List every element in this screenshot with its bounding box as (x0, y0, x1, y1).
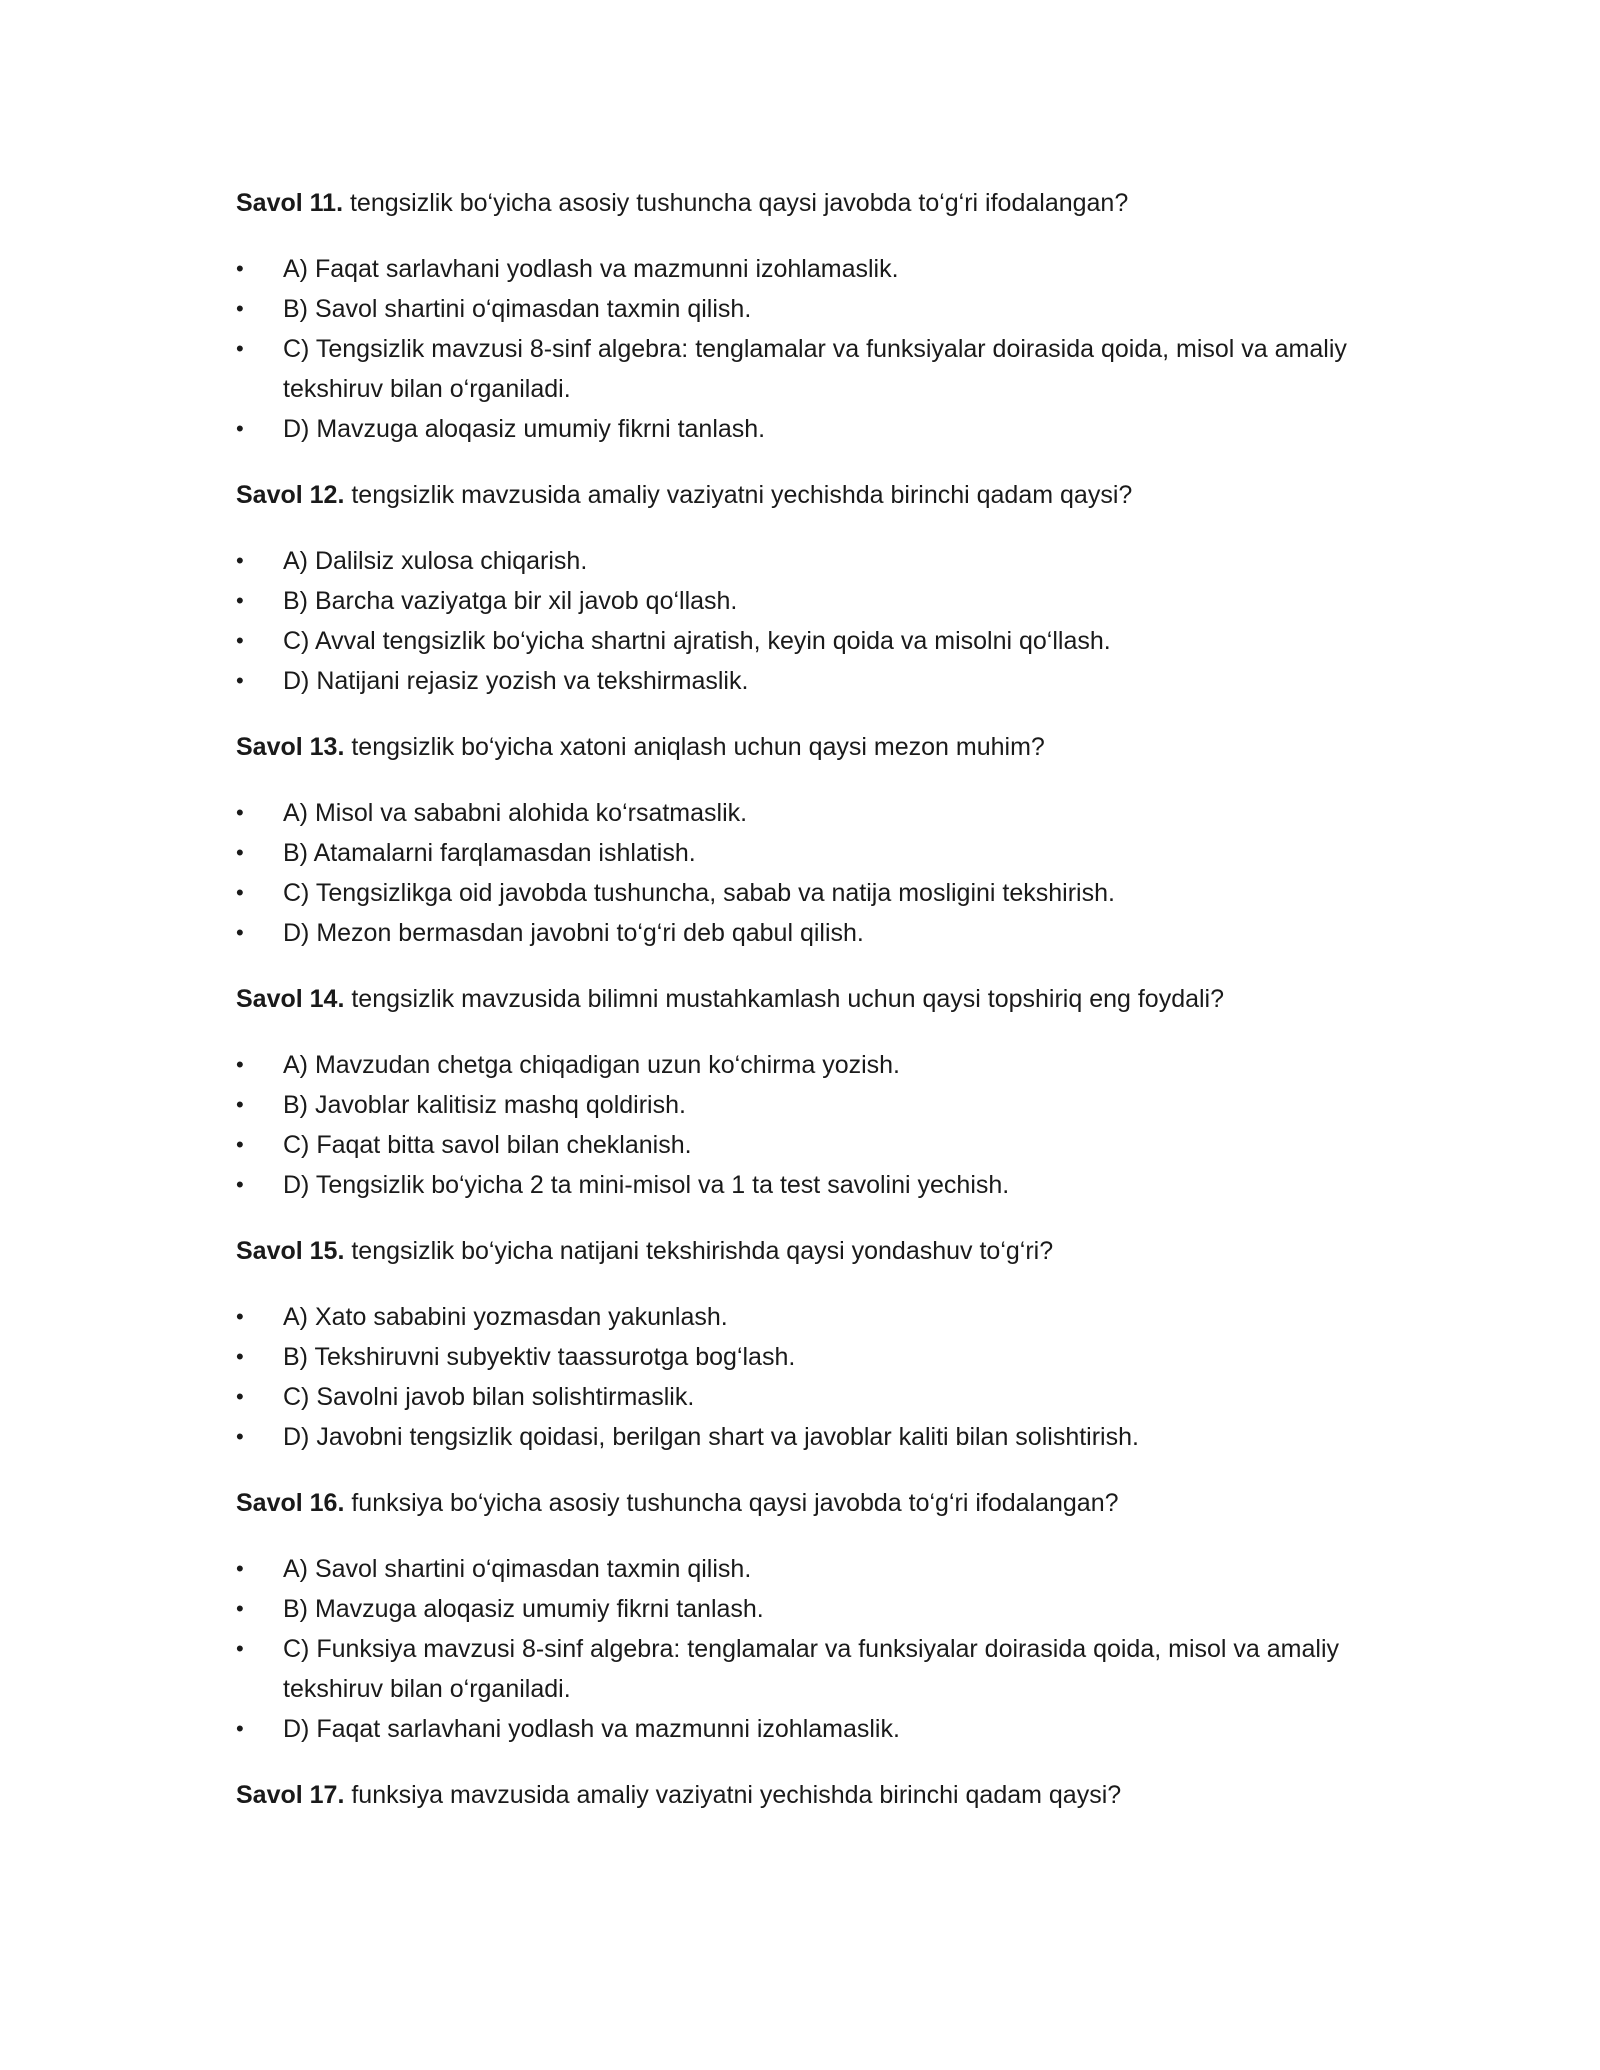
bullet-icon: • (236, 1556, 244, 1581)
question-prompt: tengsizlik bo‘yicha xatoni aniqlash uchun qaysi mezon muhim? (351, 733, 1045, 761)
bullet-icon: • (236, 880, 244, 905)
question-number: Savol 16. (236, 1489, 345, 1517)
bullet-icon: • (236, 588, 244, 613)
question-prompt: tengsizlik mavzusida amaliy vaziyatni yechishda birinchi qadam qaysi? (351, 481, 1133, 509)
answer-option (236, 289, 1373, 329)
bullet-icon: • (236, 1304, 244, 1329)
answer-option (236, 409, 1373, 449)
bullet-icon: • (236, 256, 244, 281)
question-block (236, 1483, 1356, 1749)
bullet-icon: • (236, 1716, 244, 1741)
question-prompt: tengsizlik bo‘yicha asosiy tushuncha qaysi javobda to‘g‘ri ifodalangan? (349, 189, 1129, 217)
bullet-icon: • (236, 1132, 244, 1157)
question-number: Savol 17. (236, 1781, 345, 1809)
question-text (236, 727, 1356, 767)
answer-option (236, 661, 1373, 701)
bullet-icon: • (236, 1172, 244, 1197)
answer-option (236, 793, 1373, 833)
answer-option (236, 1165, 1373, 1205)
answer-option-text: B) Tekshiruvni subyektiv taassurotga bog‘lash. (283, 1343, 796, 1371)
answer-options (236, 1549, 1356, 1749)
bullet-icon: • (236, 800, 244, 825)
bullet-icon: • (236, 1052, 244, 1077)
bullet-icon: • (236, 1424, 244, 1449)
answer-option (236, 541, 1373, 581)
answer-option (236, 1629, 1373, 1709)
answer-option (236, 1045, 1373, 1085)
question-number: Savol 11. (236, 189, 344, 217)
answer-option-text: C) Avval tengsizlik bo‘yicha shartni ajratish, keyin qoida va misolni qo‘llash. (283, 627, 1111, 655)
question-text (236, 1483, 1356, 1523)
answer-option-text: C) Tengsizlikga oid javobda tushuncha, sabab va natija mosligini tekshirish. (283, 879, 1115, 907)
question-block (236, 475, 1356, 701)
answer-option (236, 1125, 1373, 1165)
answer-option-text: A) Xato sababini yozmasdan yakunlash. (283, 1303, 728, 1331)
answer-option (236, 873, 1373, 913)
question-text (236, 979, 1356, 1019)
answer-option-text: C) Tengsizlik mavzusi 8-sinf algebra: tenglamalar va funksiyalar doirasida qoida, misol va amaliy tekshiruv bilan o‘rganiladi. (283, 335, 1347, 403)
bullet-icon: • (236, 1636, 244, 1661)
answer-option-text: A) Misol va sababni alohida ko‘rsatmaslik. (283, 799, 748, 827)
answer-options (236, 541, 1356, 701)
question-text (236, 475, 1356, 515)
answer-option (236, 581, 1373, 621)
answer-option-text: C) Savolni javob bilan solishtirmaslik. (283, 1383, 695, 1411)
question-block (236, 979, 1356, 1205)
bullet-icon: • (236, 1344, 244, 1369)
question-block (236, 183, 1356, 449)
answer-option-text: D) Faqat sarlavhani yodlash va mazmunni izohlamaslik. (283, 1715, 900, 1743)
answer-option-text: A) Savol shartini o‘qimasdan taxmin qilish. (283, 1555, 752, 1583)
bullet-icon: • (236, 840, 244, 865)
answer-option (236, 1589, 1373, 1629)
question-number: Savol 12. (236, 481, 345, 509)
bullet-icon: • (236, 416, 244, 441)
question-number: Savol 14. (236, 985, 345, 1013)
question-prompt: tengsizlik mavzusida bilimni mustahkamlash uchun qaysi topshiriq eng foydali? (351, 985, 1225, 1013)
answer-options (236, 1045, 1356, 1205)
question-block (236, 1231, 1356, 1457)
answer-option (236, 1417, 1373, 1457)
question-block (236, 727, 1356, 953)
question-prompt: tengsizlik bo‘yicha natijani tekshirishda qaysi yondashuv to‘g‘ri? (351, 1237, 1054, 1265)
answer-option (236, 1337, 1373, 1377)
answer-option-text: B) Savol shartini o‘qimasdan taxmin qilish. (283, 295, 752, 323)
bullet-icon: • (236, 1384, 244, 1409)
question-block (236, 1775, 1356, 1815)
answer-options (236, 793, 1356, 953)
question-text (236, 1231, 1356, 1271)
answer-option (236, 833, 1373, 873)
answer-option (236, 1297, 1373, 1337)
question-prompt: funksiya mavzusida amaliy vaziyatni yechishda birinchi qadam qaysi? (351, 1781, 1122, 1809)
question-list (236, 183, 1356, 1841)
question-prompt: funksiya bo‘yicha asosiy tushuncha qaysi javobda to‘g‘ri ifodalangan? (351, 1489, 1119, 1517)
answer-option (236, 1709, 1373, 1749)
answer-option-text: D) Mavzuga aloqasiz umumiy fikrni tanlash. (283, 415, 766, 443)
answer-option (236, 621, 1373, 661)
bullet-icon: • (236, 1596, 244, 1621)
bullet-icon: • (236, 336, 244, 361)
answer-option-text: A) Dalilsiz xulosa chiqarish. (283, 547, 588, 575)
answer-options (236, 249, 1356, 449)
answer-option-text: B) Javoblar kalitisiz mashq qoldirish. (283, 1091, 686, 1119)
bullet-icon: • (236, 548, 244, 573)
answer-option-text: B) Mavzuga aloqasiz umumiy fikrni tanlash. (283, 1595, 764, 1623)
answer-option-text: C) Funksiya mavzusi 8-sinf algebra: tenglamalar va funksiyalar doirasida qoida, misol va amaliy tekshiruv bilan o‘rganiladi. (283, 1635, 1340, 1703)
answer-option-text: D) Tengsizlik bo‘yicha 2 ta mini-misol va 1 ta test savolini yechish. (283, 1171, 1010, 1199)
bullet-icon: • (236, 296, 244, 321)
answer-option-text: B) Atamalarni farqlamasdan ishlatish. (283, 839, 696, 867)
bullet-icon: • (236, 628, 244, 653)
question-number: Savol 13. (236, 733, 345, 761)
question-text (236, 183, 1356, 223)
answer-option-text: D) Natijani rejasiz yozish va tekshirmaslik. (283, 667, 749, 695)
answer-option-text: D) Javobni tengsizlik qoidasi, berilgan shart va javoblar kaliti bilan solishtirish. (283, 1423, 1139, 1451)
answer-option-text: C) Faqat bitta savol bilan cheklanish. (283, 1131, 692, 1159)
answer-option (236, 913, 1373, 953)
question-number: Savol 15. (236, 1237, 345, 1265)
question-text (236, 1775, 1356, 1815)
answer-option (236, 329, 1373, 409)
answer-option-text: B) Barcha vaziyatga bir xil javob qo‘llash. (283, 587, 738, 615)
answer-option (236, 1085, 1373, 1125)
bullet-icon: • (236, 920, 244, 945)
answer-option-text: D) Mezon bermasdan javobni to‘g‘ri deb qabul qilish. (283, 919, 864, 947)
bullet-icon: • (236, 668, 244, 693)
bullet-icon: • (236, 1092, 244, 1117)
answer-option (236, 1549, 1373, 1589)
answer-option-text: A) Faqat sarlavhani yodlash va mazmunni izohlamaslik. (283, 255, 899, 283)
answer-option (236, 249, 1373, 289)
answer-option (236, 1377, 1373, 1417)
answer-option-text: A) Mavzudan chetga chiqadigan uzun ko‘chirma yozish. (283, 1051, 901, 1079)
answer-options (236, 1297, 1356, 1457)
